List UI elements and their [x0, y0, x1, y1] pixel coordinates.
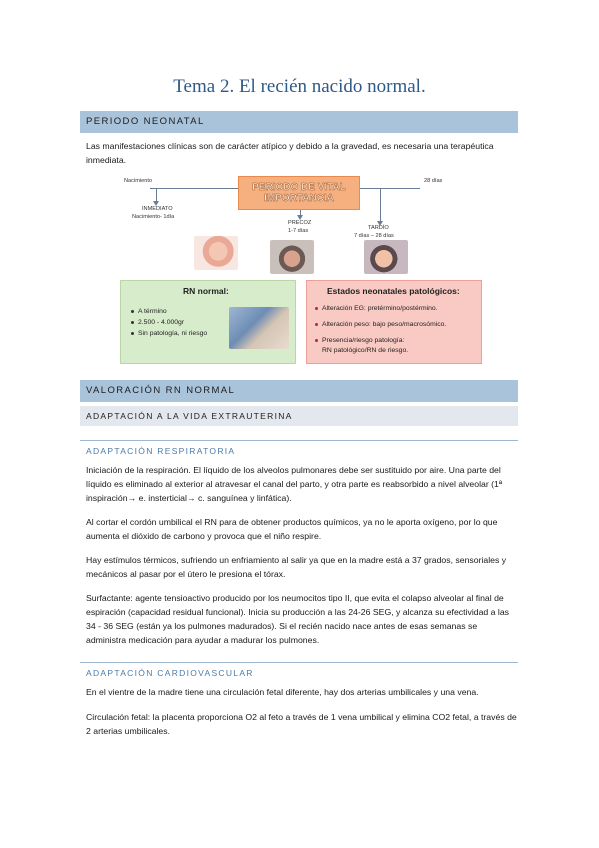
diagram-connector-right	[360, 188, 420, 189]
heading-adaptacion-respiratoria: ADAPTACIÓN RESPIRATORIA	[80, 440, 518, 456]
nurse-with-baby-photo	[229, 307, 289, 349]
diagram-label-tardio: TARDÍO	[368, 225, 389, 231]
rn-normal-item: A término	[131, 308, 167, 315]
diagram-label-inmediato-range: Nacimiento- 1día	[132, 214, 175, 220]
estados-patologicos-box	[306, 280, 482, 364]
diagram-label-inmediato: INMEDIATO	[142, 206, 173, 212]
heading-adaptacion-cardiovascular: ADAPTACIÓN CARDIOVASCULAR	[80, 662, 518, 678]
estados-item: Alteración peso: bajo peso/macrosómico.	[315, 321, 446, 328]
newborn-photo-tardio	[364, 240, 408, 274]
newborn-photo-precoz	[270, 240, 314, 274]
periodo-diagram	[118, 172, 484, 368]
diagram-label-nacimiento: Nacimiento	[124, 178, 152, 184]
subheading-adaptacion-vida-extrauterina: ADAPTACIÓN A LA VIDA EXTRAUTERINA	[80, 406, 518, 426]
estados-item-detail: RN patológico/RN de riesgo.	[322, 347, 409, 354]
diagram-connector-tardio	[380, 188, 381, 222]
newborn-photo-inmediato	[194, 236, 238, 270]
respiratoria-paragraph: Hay estímulos térmicos, sufriendo un enfriamiento al salir ya que en la madre está a 37 grados, sensoriales y mecánicos al pasar por el útero le presiona el tórax.	[86, 555, 507, 579]
estados-patologicos-title: Estados neonatales patológicos:	[327, 286, 460, 296]
respiratoria-paragraph: Al cortar el cordón umbilical el RN para de obtener productos químicos, ya no le aporta oxígeno, por lo que aumenta el dióxido de carbono y provoca que el niño respire.	[86, 517, 498, 541]
cardiovascular-paragraph: Circulación fetal: la placenta proporciona O2 al feto a través de 1 vena umbilical y elimina CO2 fetal, a través de 2 arterias umbilicales.	[86, 712, 517, 736]
diagram-connector-left	[150, 188, 238, 189]
cardiovascular-paragraph: En el vientre de la madre tiene una circulación fetal diferente, hay dos arterias umbilicales y una vena.	[86, 687, 479, 697]
respiratoria-paragraph: Iniciación de la respiración. El líquido de los alveolos pulmonares debe ser sustituido por aire. Una parte del líquido es eliminado al exterior al atravesar el canal del parto, y otra parte es reabsorbido a nivel alveolar (1ª inspiración→ e. insterticial→ c. sanguínea y linfática).	[86, 465, 503, 503]
diagram-label-precoz: PRECOZ	[288, 220, 312, 226]
diagram-center-title: PERIODO DE VITAL IMPORTANCIA	[238, 176, 360, 210]
diagram-label-precoz-range: 1-7 días	[288, 228, 309, 234]
rn-normal-title: RN normal:	[183, 286, 229, 296]
diagram-label-tardio-range: 7 días – 28 días	[354, 233, 394, 239]
estados-item: Presencia/riesgo patología:	[315, 337, 404, 344]
rn-normal-item: Sin patología, ni riesgo	[131, 330, 207, 337]
diagram-connector-inmediato	[156, 188, 157, 202]
estados-item: Alteración EG: pretérmino/postérmino.	[315, 305, 438, 312]
section-heading-periodo-neonatal: PERIODO NEONATAL	[80, 111, 518, 133]
document-title: Tema 2. El recién nacido normal.	[173, 76, 426, 97]
diagram-label-28-dias: 28 días	[424, 178, 443, 184]
rn-normal-box	[120, 280, 296, 364]
respiratoria-paragraph: Surfactante: agente tensioactivo producido por los neumocitos tipo II, que evita el colapso alveolar al final de espiración (capacidad residual funcional). Inicia su producción a las 24-26 SEG, y alcanza su efectividad a las 34 - 36 SEG (están ya los pulmones madurados). Si el recién nacido nace antes de esas semanas se administra medicación para ayudar a madurar los pulmones.	[86, 593, 510, 645]
periodo-intro-paragraph: Las manifestaciones clínicas son de carácter atípico y debido a la gravedad, es necesaria una terapéutica inmediata.	[86, 141, 494, 165]
rn-normal-item: 2.500 - 4.000gr	[131, 319, 184, 326]
section-heading-valoracion: VALORACIÓN RN NORMAL	[80, 380, 518, 402]
